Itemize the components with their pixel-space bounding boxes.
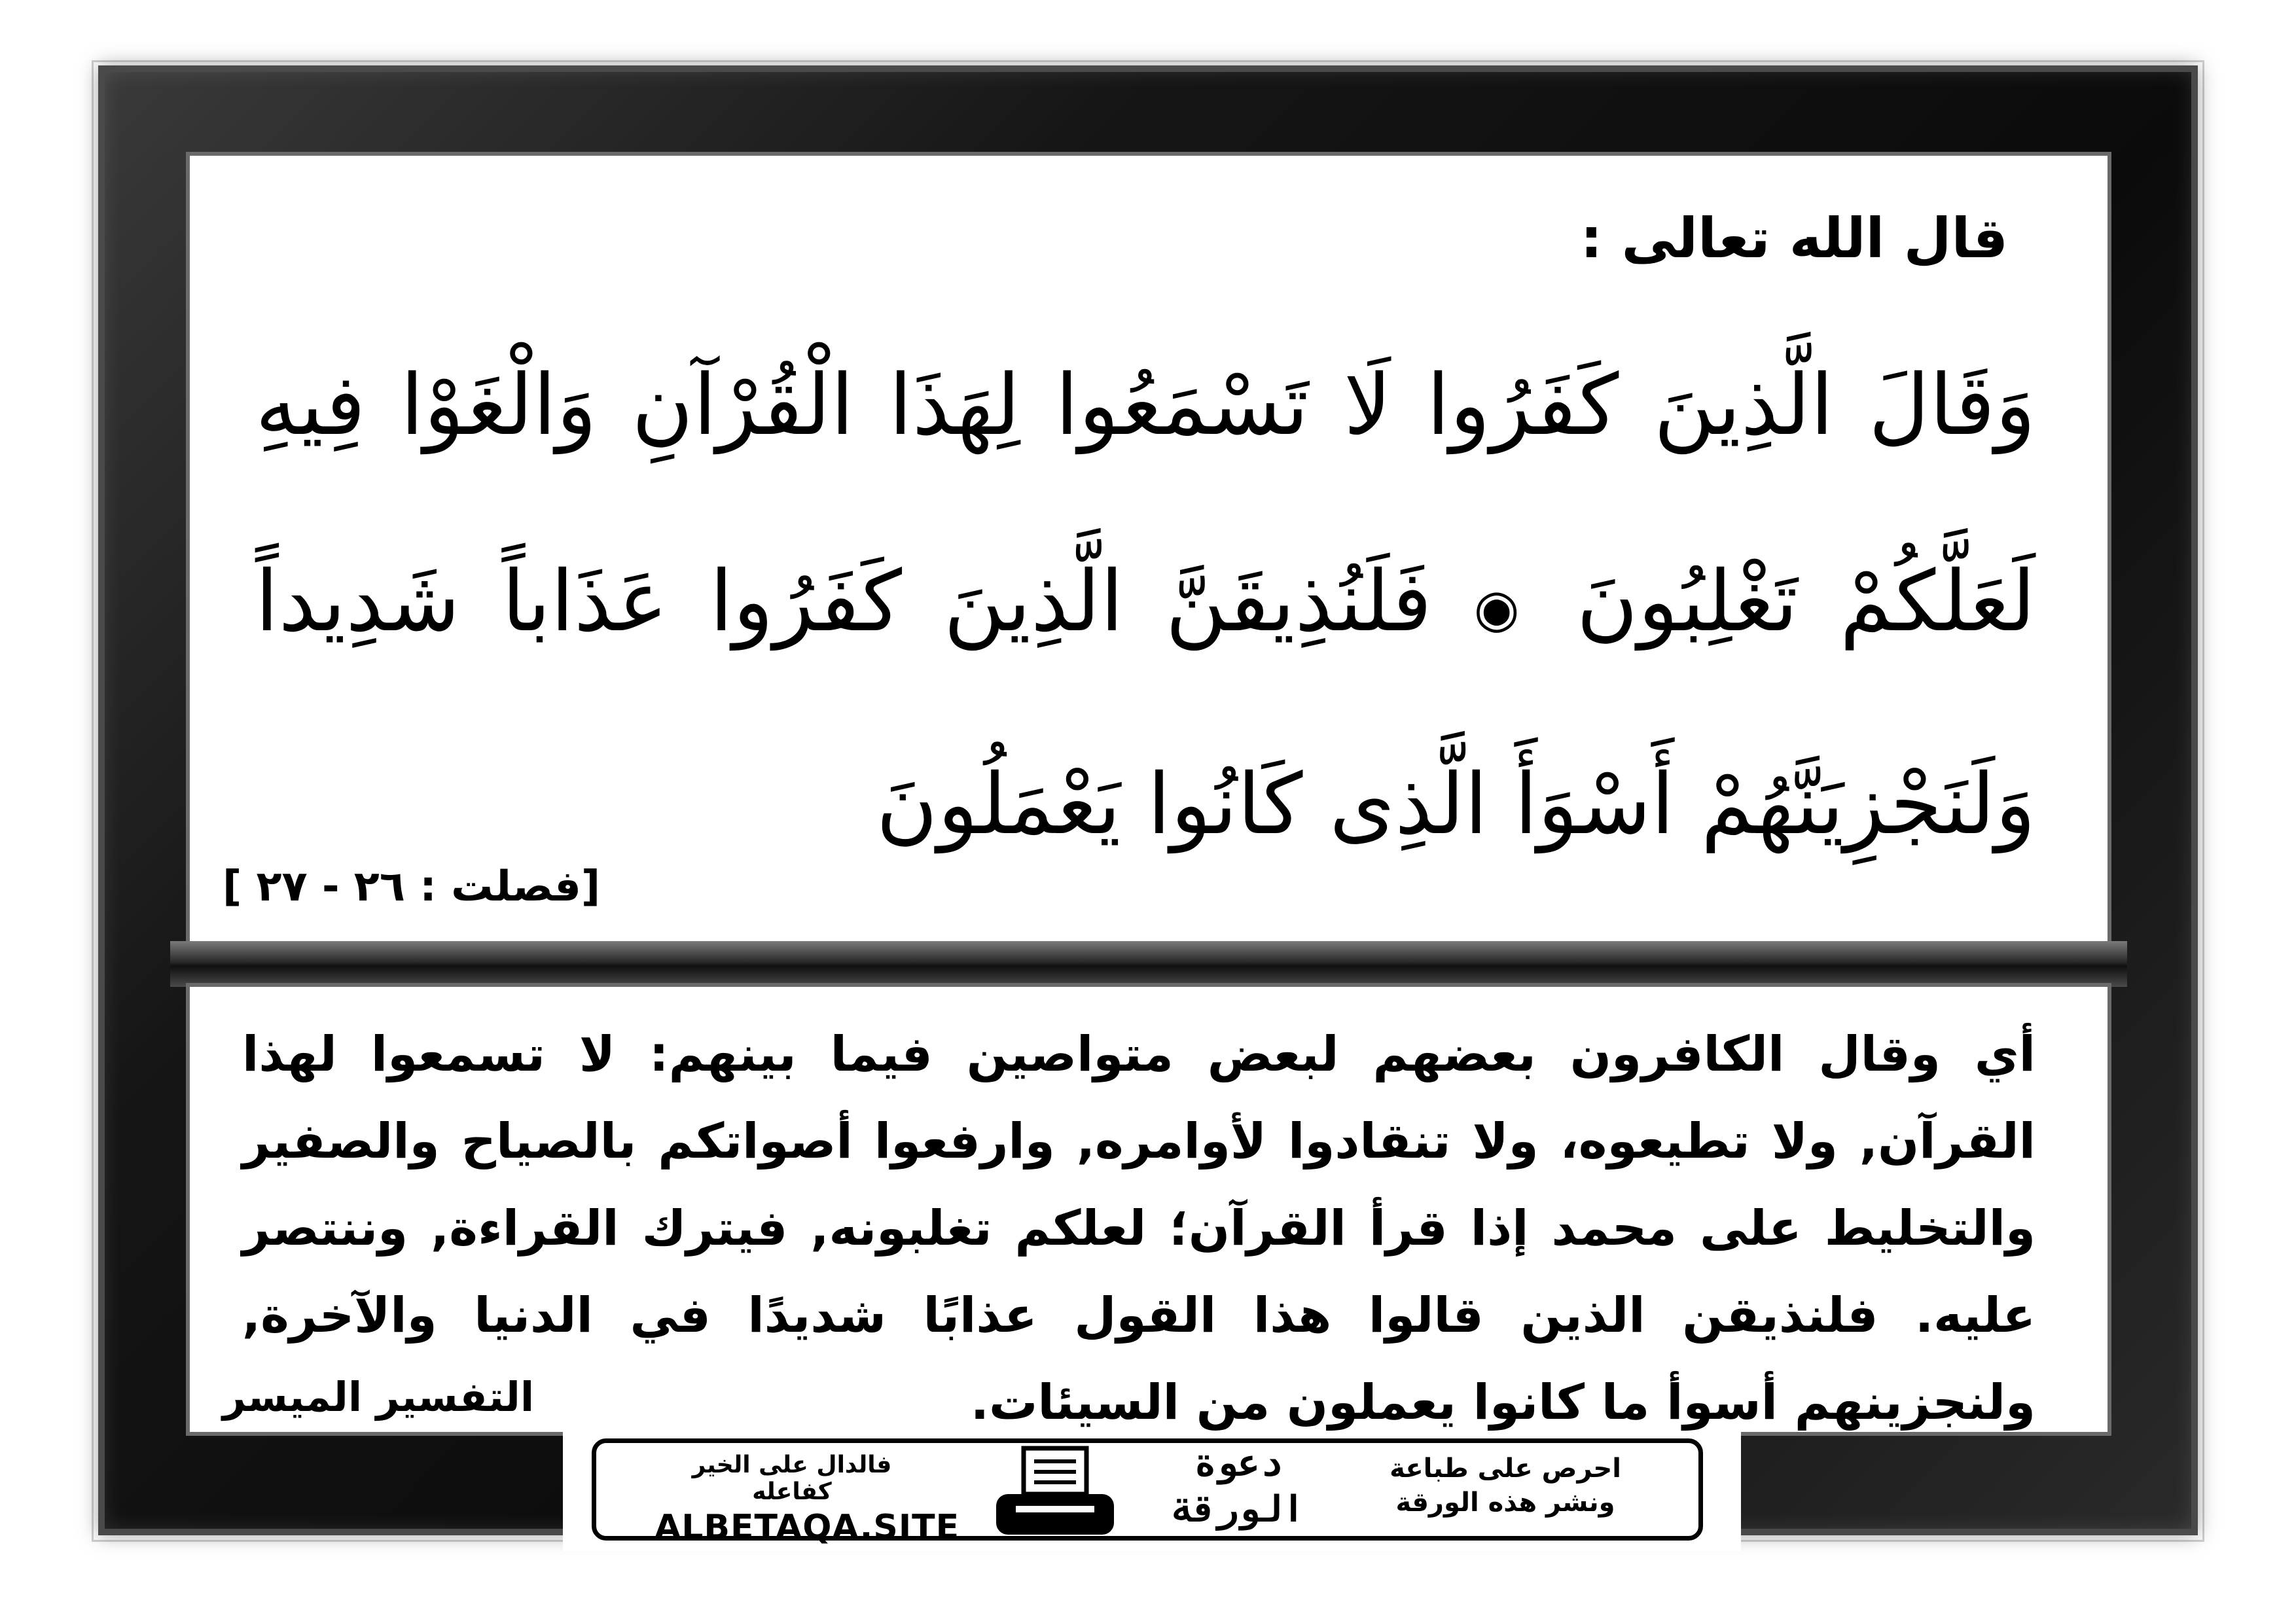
footer-site-link[interactable]: ALBETAQA.SITE	[655, 1508, 960, 1547]
footer-site-block	[655, 1452, 960, 1547]
printer-icon	[990, 1443, 1121, 1541]
dawat-alwaraqa-logo	[1166, 1441, 1310, 1533]
verse-line-4: عَذَاباً شَدِيداً وَلَنَجْزِيَنَّهُمْ أَسْوَأَ الَّذِى كَانُوا يَعْمَلُونَ	[255, 553, 2036, 853]
tafsir-source: التفسير الميسر	[223, 1373, 535, 1421]
footer-note-line-2: ونشر هذه الورقة	[1395, 1488, 1615, 1518]
verse-end-ornament-icon: ◉	[1473, 578, 1535, 639]
page-title: قال الله تعالى :	[1580, 206, 2008, 270]
verse-line-3: فَلَنُذِيقَنَّ الَّذِينَ كَفَرُوا	[709, 553, 1432, 651]
tafsir-text: أي وقال الكافرون بعضهم لبعض متواصين فيما بينهم: لا تسمعوا لهذا القرآن, ولا تطيعوه، ولا تنقادوا لأوامره, وارفعوا أصواتكم بالصياح والصفير والتخليط على محمد إذا قرأ القرآن؛ لعلكم تغلبونه, فيترك القراءة, وننتصر عليه. فلنذيقن الذين قالوا هذا القول عذابًا شديدًا في الدنيا والآخرة, ولنجزينهم أسوأ ما كانوا يعملون من السيئات.	[242, 1026, 2036, 1431]
logo-line-1: دعوة	[1194, 1442, 1283, 1485]
verse-line-1: وَقَالَ الَّذِينَ كَفَرُوا لَا تَسْمَعُوا لِهَذَا الْقُرْآنِ وَالْغَوْا	[400, 357, 2036, 454]
logo-line-2: الورقة	[1172, 1488, 1305, 1531]
footer-note-line-1: احرص على طباعة	[1390, 1454, 1621, 1484]
footer-print-note	[1335, 1452, 1676, 1520]
quran-verse	[255, 308, 2036, 903]
verse-reference: [فصلت : ٢٦ - ٢٧ ]	[223, 863, 601, 911]
footer-slogan: فالدال على الخير كفاعله	[692, 1452, 892, 1505]
verse-line-2: فِيهِ لَعَلَّكُمْ تَغْلِبُونَ	[255, 357, 2036, 651]
panel-divider	[170, 941, 2127, 987]
